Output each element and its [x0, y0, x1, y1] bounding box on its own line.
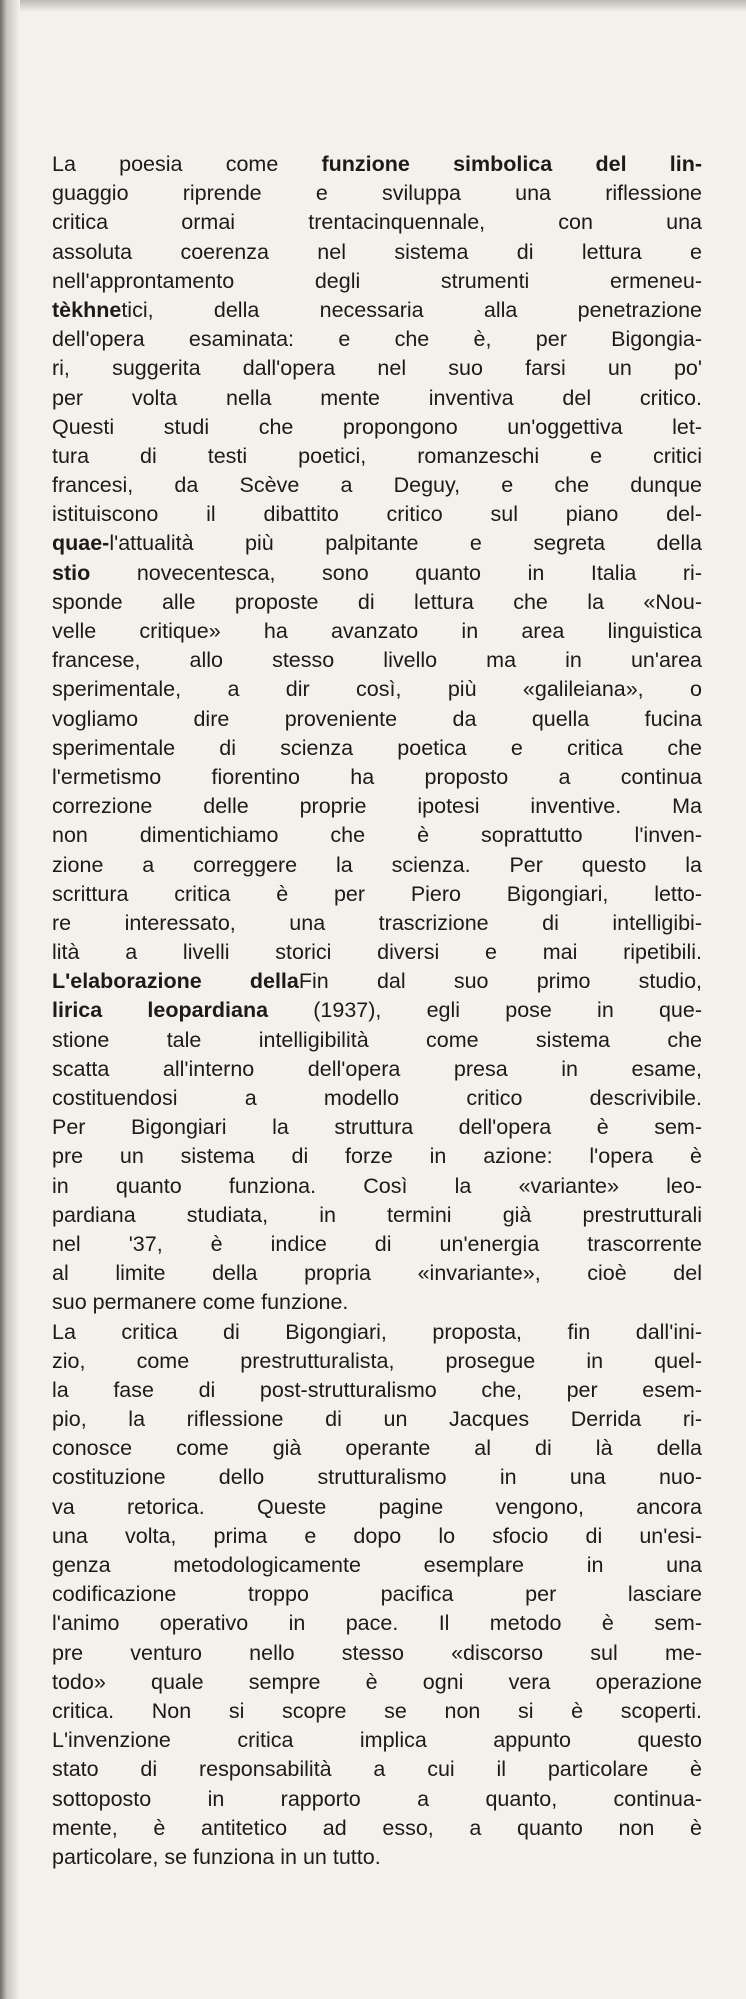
text-line	[52, 705, 702, 734]
text-fragment: tici, della	[121, 297, 320, 322]
text-fragment: genza metodologicamente esemplare in una	[52, 1553, 702, 1577]
text-line	[52, 267, 702, 296]
book-spine-shadow	[0, 0, 20, 1999]
text-fragment: re interessato, una trascrizione di intelligibi-	[52, 910, 702, 935]
text-line	[52, 500, 702, 529]
text-fragment: pre venturo nello stesso «discorso sul me-	[52, 1640, 702, 1665]
text-line	[52, 1609, 702, 1638]
text-line	[52, 1347, 702, 1376]
text-fragment: critica. Non si scopre se non si è scoperti.	[52, 1698, 702, 1723]
text-line	[52, 646, 702, 675]
text-fragment: sperimentale di scienza poetica e critica che	[52, 735, 702, 760]
text-line	[52, 996, 702, 1025]
text-fragment: va retorica. Queste pagine vengono, ancora	[52, 1494, 702, 1519]
text-fragment: pio, la riflessione di un Jacques Derrida ri-	[52, 1407, 702, 1432]
text-line	[52, 384, 702, 413]
text-fragment: pre un sistema di forze in azione: l'opera è	[52, 1144, 702, 1169]
text-fragment: stione tale intelligibilità come sistema che	[52, 1027, 702, 1052]
text-fragment: zione a correggere la scienza. Per questo la	[52, 852, 702, 877]
text-line	[52, 1522, 702, 1551]
text-fragment: scatta all'interno dell'opera presa in esame,	[52, 1056, 702, 1081]
text-fragment: scrittura critica è per Piero Bigongiari, letto-	[52, 881, 702, 906]
text-line	[52, 1230, 702, 1259]
bold-title-fragment: stio	[52, 560, 91, 585]
text-fragment: La critica di Bigongiari, proposta, fin dall'ini-	[52, 1319, 702, 1344]
text-fragment: (1937), egli pose in que-	[268, 998, 702, 1023]
text-fragment: Per Bigongiari la struttura dell'opera è sem-	[52, 1115, 702, 1140]
text-line	[52, 1755, 702, 1784]
text-fragment: zio, come prestrutturalista, prosegue in quel-	[52, 1348, 702, 1373]
bold-title-fragment: lirica leopardiana	[52, 998, 269, 1023]
text-fragment: istituiscono il dibattito critico sul piano del-	[52, 502, 702, 527]
text-line	[52, 821, 702, 850]
text-line	[52, 792, 702, 821]
text-line	[52, 1814, 702, 1843]
text-fragment: La poesia come	[52, 152, 322, 176]
text-line	[52, 1726, 702, 1755]
text-line	[52, 413, 702, 442]
text-line	[52, 471, 702, 500]
text-fragment: assoluta coerenza nel sistema di lettura e	[52, 239, 702, 264]
bold-title-fragment: tèkhne	[52, 297, 122, 322]
text-fragment: l'animo operativo in pace. Il metodo è sem-	[52, 1611, 702, 1636]
text-line	[52, 880, 702, 909]
text-fragment: novecentesca, sono quanto in Italia ri-	[90, 560, 702, 585]
text-fragment: nell'approntamento degli strumenti ermeneu-	[52, 268, 702, 293]
text-line	[52, 1463, 702, 1492]
text-line	[52, 1697, 702, 1726]
text-line	[52, 559, 702, 588]
text-fragment: correzione delle proprie ipotesi inventive. Ma	[52, 794, 702, 819]
bold-title-fragment: L'elaborazione della	[52, 969, 299, 994]
text-fragment: mente, è antitetico ad esso, a quanto non è	[52, 1815, 702, 1840]
text-line	[52, 1843, 702, 1872]
text-line	[52, 1493, 702, 1522]
text-line	[52, 208, 702, 237]
text-fragment: conosce come già operante al di là della	[52, 1436, 702, 1461]
text-fragment: una volta, prima e dopo lo sfocio di un'esi-	[52, 1523, 702, 1548]
text-line	[52, 1113, 702, 1142]
text-fragment: francese, allo stesso livello ma in un'area	[52, 648, 702, 673]
text-fragment: velle critique» ha avanzato in area linguistica	[52, 619, 702, 643]
text-line	[52, 1639, 702, 1668]
text-fragment: Fin dal suo primo studio,	[298, 969, 702, 994]
text-line	[52, 938, 702, 967]
text-line	[52, 851, 702, 880]
text-fragment: lità a livelli storici diversi e mai ripetibili.	[52, 940, 702, 965]
text-line	[52, 1785, 702, 1814]
text-fragment: sottoposto in rapporto a quanto, continua-	[52, 1786, 702, 1811]
text-fragment: todo» quale sempre è ogni vera operazione	[52, 1669, 702, 1694]
page-top-edge-shadow	[0, 0, 746, 12]
text-fragment: la fase di post-strutturalismo che, per esem-	[52, 1377, 702, 1402]
text-line	[52, 325, 702, 354]
text-line	[52, 296, 702, 325]
text-fragment: dell'opera esaminata: e che è, per Bigongia-	[52, 327, 702, 352]
bold-title-fragment: funzione simbolica del lin-	[321, 152, 702, 176]
text-fragment: in quanto funziona. Così la «variante» leo-	[52, 1173, 702, 1198]
text-fragment: nel '37, è indice di un'energia trascorrente	[52, 1231, 702, 1256]
text-line	[52, 529, 702, 558]
text-fragment: l'ermetismo fiorentino ha proposto a continua	[52, 764, 702, 789]
text-fragment: Questi studi che propongono un'oggettiva let-	[52, 414, 702, 439]
text-fragment: sperimentale, a dir così, più «galileiana», o	[52, 677, 702, 702]
bold-title-fragment: quae-	[52, 531, 110, 556]
text-line	[52, 1318, 702, 1347]
text-line	[52, 1551, 702, 1580]
text-fragment: costituzione dello strutturalismo in una nuo-	[52, 1465, 702, 1490]
text-fragment: suo permanere come funzione.	[52, 1290, 349, 1315]
text-fragment: guaggio	[52, 181, 183, 206]
text-line	[52, 1580, 702, 1609]
text-fragment: pardiana studiata, in termini già prestrutturali	[52, 1202, 702, 1227]
text-line	[52, 588, 702, 617]
text-line	[52, 734, 702, 763]
text-line	[52, 1434, 702, 1463]
text-fragment: necessaria alla penetrazione	[319, 297, 702, 322]
text-line	[52, 179, 702, 208]
jacket-flap-text	[52, 150, 702, 1872]
text-fragment: tura di testi poetici, romanzeschi e critici	[52, 443, 702, 468]
text-fragment: critica ormai trentacinquennale, con una	[52, 210, 702, 235]
text-line	[52, 1201, 702, 1230]
text-fragment: l'attualità più palpitante e segreta della	[109, 531, 702, 556]
text-fragment: vogliamo dire proveniente da quella fucina	[52, 706, 702, 731]
text-fragment: L'invenzione critica implica appunto questo	[52, 1728, 702, 1753]
text-line	[52, 763, 702, 792]
text-line	[52, 150, 702, 179]
text-fragment: francesi, da Scève a Deguy, e che dunque	[52, 473, 702, 498]
text-line	[52, 1026, 702, 1055]
text-line	[52, 1055, 702, 1084]
text-line	[52, 1376, 702, 1405]
text-line	[52, 675, 702, 704]
text-line	[52, 442, 702, 471]
text-fragment: costituendosi a modello critico descrivibile.	[52, 1086, 702, 1110]
text-line	[52, 1172, 702, 1201]
text-fragment: stato di responsabilità a cui il particolare è	[52, 1757, 702, 1782]
text-fragment: ri, suggerita dall'opera nel suo farsi un po'	[52, 356, 702, 381]
text-line	[52, 1142, 702, 1171]
text-line	[52, 1084, 702, 1113]
text-fragment: per volta nella mente inventiva del critico.	[52, 385, 702, 410]
text-fragment: al limite della propria «invariante», cioè del	[52, 1261, 702, 1286]
text-line	[52, 238, 702, 267]
text-line	[52, 617, 702, 646]
text-line	[52, 1259, 702, 1288]
text-line	[52, 1405, 702, 1434]
text-fragment: sponde alle proposte di lettura che la «Nou-	[52, 589, 702, 614]
text-line	[52, 354, 702, 383]
text-line	[52, 1668, 702, 1697]
text-fragment: non dimentichiamo che è soprattutto l'inven-	[52, 823, 702, 848]
text-fragment: particolare, se funziona in un tutto.	[52, 1844, 381, 1869]
text-line	[52, 1288, 702, 1317]
text-line	[52, 909, 702, 938]
text-fragment: riprende e sviluppa una riflessione	[182, 181, 702, 206]
text-line	[52, 967, 702, 996]
text-fragment: codificazione troppo pacifica per lasciare	[52, 1582, 702, 1607]
